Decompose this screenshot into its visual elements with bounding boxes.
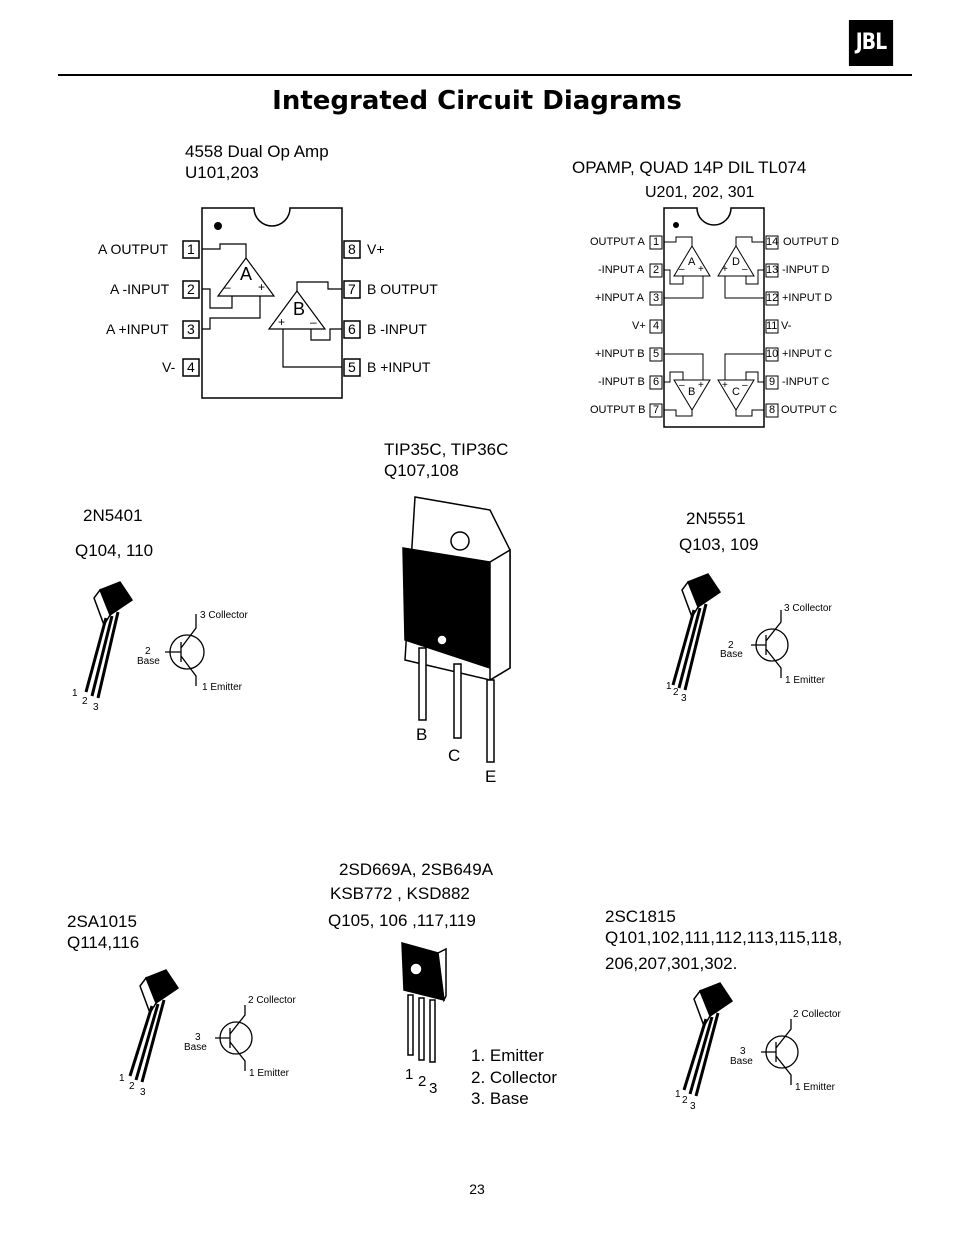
pin-label: +INPUT D <box>782 292 833 304</box>
pin-number: 13 <box>766 264 779 276</box>
lead-number: 1 <box>119 1073 125 1084</box>
transistor-symbol-2sc1815 <box>761 1019 798 1085</box>
collector-label: 2 Collector <box>793 1009 841 1020</box>
n5551-ref: Q103, 109 <box>679 535 759 554</box>
to92-2n5551 <box>673 574 720 690</box>
to92-2sa1015 <box>130 970 178 1082</box>
tip35-name: TIP35C, TIP36C <box>384 440 509 459</box>
amp-label: B <box>688 386 696 398</box>
plus-sign: + <box>278 315 286 329</box>
emitter-label: 1 Emitter <box>202 682 243 693</box>
pin-label: -INPUT D <box>782 264 830 276</box>
pin-number: 2 <box>653 264 660 276</box>
transistor-symbol-2n5551 <box>751 610 788 678</box>
plus-sign: + <box>258 280 266 294</box>
pin-number: 9 <box>769 376 776 388</box>
lead-number: 2 <box>418 1073 427 1090</box>
svg-text:+: + <box>698 264 704 275</box>
svg-text:+: + <box>722 380 728 391</box>
amp-label: C <box>732 386 740 398</box>
lead-number: 2 <box>682 1095 688 1106</box>
ic-4558-name: 4558 Dual Op Amp <box>185 142 329 161</box>
pin-number: 7 <box>653 404 660 416</box>
lead-number: 3 <box>690 1101 696 1112</box>
amp-a-label: A <box>240 264 253 284</box>
minus-sign: – <box>224 280 231 294</box>
pin-label: A +INPUT <box>106 321 169 337</box>
pin-number: 2 <box>187 281 195 297</box>
sc1815-name: 2SC1815 <box>605 907 676 926</box>
sd669-name: 2SD669A, 2SB649A <box>339 860 494 879</box>
ic-4558-diagram <box>183 208 360 398</box>
lead-number: 2 <box>673 687 679 698</box>
pin-number: 8 <box>769 404 776 416</box>
lead-b-label: B <box>416 725 428 744</box>
pin-label: A -INPUT <box>110 281 170 297</box>
lead-number: 3 <box>140 1087 146 1098</box>
tip35-package <box>403 497 510 762</box>
collector-label: 3 Collector <box>200 610 248 621</box>
base-label: Base <box>720 649 743 660</box>
collector-label: 2 Collector <box>248 995 296 1006</box>
pin-number: 11 <box>766 320 778 332</box>
pin-number: 1 <box>653 236 660 248</box>
pin-label: -INPUT C <box>782 376 830 388</box>
ic-4558-ref: U101,203 <box>185 163 259 182</box>
pin-number: 8 <box>348 241 356 257</box>
transistor-symbol-2n5401 <box>165 614 204 686</box>
n5401-name: 2N5401 <box>83 506 143 525</box>
base-label: Base <box>184 1042 207 1053</box>
n5401-ref: Q104, 110 <box>75 541 154 560</box>
base-number: 3 <box>740 1046 746 1057</box>
pin-number: 4 <box>187 359 195 375</box>
svg-text:–: – <box>679 264 685 275</box>
to126-package <box>402 943 446 1062</box>
base-number: 2 <box>145 646 151 657</box>
pin-label: A OUTPUT <box>98 241 169 257</box>
collector-label: 3 Collector <box>784 603 832 614</box>
lead-number: 3 <box>681 693 687 704</box>
pin-label: OUTPUT B <box>590 404 646 416</box>
pin-number: 3 <box>653 292 660 304</box>
pin-number: 4 <box>653 320 660 332</box>
pin-number: 6 <box>653 376 660 388</box>
pin-number: 3 <box>187 321 195 337</box>
svg-text:–: – <box>742 264 748 275</box>
minus-sign: – <box>310 315 317 329</box>
pin-label: OUTPUT A <box>590 236 645 248</box>
pin-label: B OUTPUT <box>367 281 438 297</box>
pin-number: 1 <box>187 241 195 257</box>
lead-number: 3 <box>93 702 99 713</box>
pin-label: -INPUT B <box>598 376 645 388</box>
pin-number: 5 <box>653 348 660 360</box>
pin-label: +INPUT B <box>595 348 645 360</box>
amp-label: A <box>688 256 696 268</box>
lead-e-label: E <box>485 767 497 786</box>
base-label: Base <box>137 656 160 667</box>
pin-label: V+ <box>367 241 385 257</box>
pin-label: +INPUT C <box>782 348 833 360</box>
pin-number: 7 <box>348 281 356 297</box>
base-number: 2 <box>728 640 734 651</box>
pin-label: -INPUT A <box>598 264 645 276</box>
n5551-name: 2N5551 <box>686 509 746 528</box>
lead-legend-1: 1. Emitter <box>471 1046 544 1065</box>
lead-c-label: C <box>448 746 461 765</box>
lead-number: 1 <box>675 1089 681 1100</box>
pin-label: V- <box>781 320 792 332</box>
lead-legend-3: 3. Base <box>471 1089 529 1108</box>
tl074-diagram <box>650 208 778 427</box>
amp-label: D <box>732 256 740 268</box>
to92-2sc1815 <box>684 983 732 1096</box>
sa1015-ref: Q114,116 <box>67 933 140 952</box>
pin-label: V+ <box>632 320 646 332</box>
pin-label: B +INPUT <box>367 359 431 375</box>
pin-label: V- <box>162 359 176 375</box>
emitter-label: 1 Emitter <box>249 1068 290 1079</box>
lead-number: 3 <box>429 1080 438 1097</box>
pin-number: 14 <box>766 236 779 248</box>
lead-number: 2 <box>129 1081 135 1092</box>
sd669-ref: Q105, 106 ,117,119 <box>328 911 476 930</box>
tl074-name: OPAMP, QUAD 14P DIL TL074 <box>572 158 807 177</box>
transistor-symbol-2sa1015 <box>215 1005 252 1071</box>
tl074-ref: U201, 202, 301 <box>645 184 755 201</box>
pin-number: 5 <box>348 359 356 375</box>
pin-label: OUTPUT C <box>781 404 838 416</box>
lead-number: 1 <box>666 681 672 692</box>
svg-text:+: + <box>722 264 728 275</box>
lead-number: 1 <box>72 688 78 699</box>
emitter-label: 1 Emitter <box>795 1082 836 1093</box>
jbl-logo: JBL <box>849 20 893 66</box>
lead-number: 2 <box>82 696 88 707</box>
page-title: Integrated Circuit Diagrams <box>272 86 682 116</box>
tip35-ref: Q107,108 <box>384 461 459 480</box>
emitter-label: 1 Emitter <box>785 675 826 686</box>
lead-legend-2: 2. Collector <box>471 1068 557 1087</box>
sd669-name2: KSB772 , KSD882 <box>330 884 470 903</box>
to92-2n5401 <box>86 582 132 698</box>
pin-number: 12 <box>766 292 779 304</box>
svg-text:–: – <box>742 380 748 391</box>
pin-number: 10 <box>766 348 779 360</box>
sa1015-name: 2SA1015 <box>67 912 137 931</box>
sc1815-ref-2: 206,207,301,302. <box>605 954 738 973</box>
lead-number: 1 <box>405 1066 414 1083</box>
amp-b-label: B <box>293 299 306 319</box>
svg-text:+: + <box>698 380 704 391</box>
base-label: Base <box>730 1056 753 1067</box>
base-number: 3 <box>195 1032 201 1043</box>
sc1815-ref-1: Q101,102,111,112,113,115,118, <box>605 928 843 947</box>
pin-label: +INPUT A <box>595 292 645 304</box>
pin-number: 6 <box>348 321 356 337</box>
page-number: 23 <box>469 1181 485 1197</box>
pin-label: B -INPUT <box>367 321 427 337</box>
pin-label: OUTPUT D <box>783 236 840 248</box>
svg-text:–: – <box>679 380 685 391</box>
